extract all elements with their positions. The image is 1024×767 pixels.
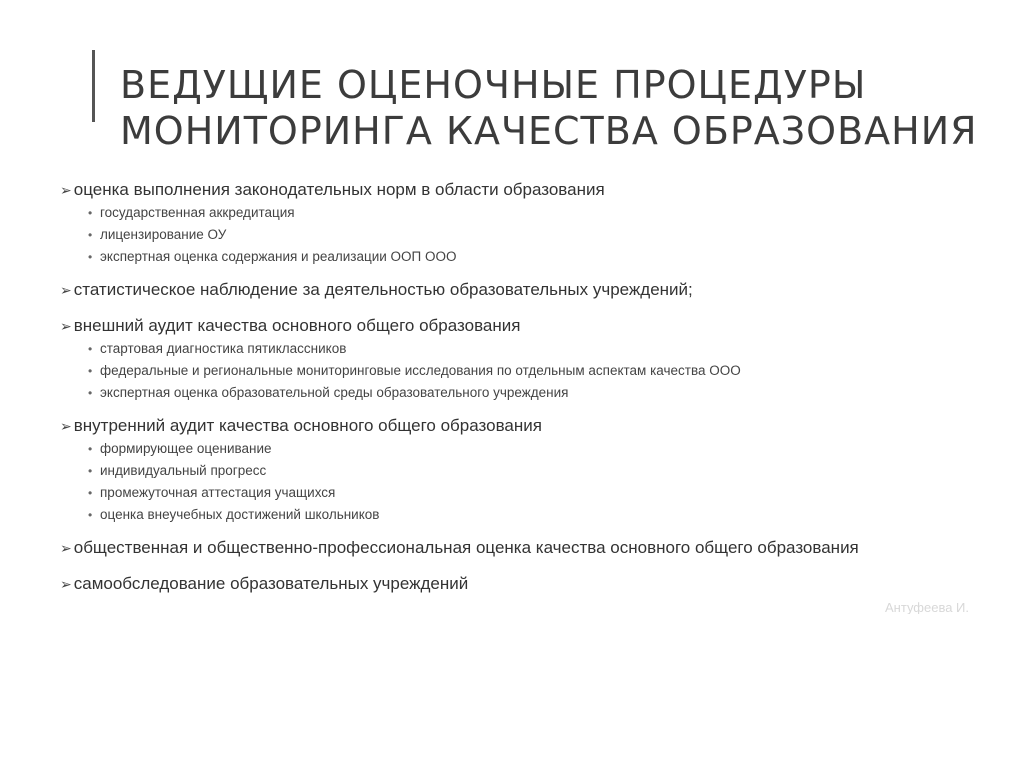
arrow-bullet-icon: ➢	[60, 182, 72, 198]
sub-list-item	[60, 460, 1000, 482]
arrow-bullet-icon: ➢	[60, 318, 72, 334]
list-item-text: оценка выполнения законодательных норм в области образования	[73, 180, 605, 199]
list-item	[60, 414, 1000, 438]
title-accent-bar	[92, 50, 95, 122]
sub-list-item	[60, 202, 1000, 224]
sub-list-item	[60, 504, 1000, 526]
sub-list-item	[60, 246, 1000, 268]
sub-item-text: экспертная оценка образовательной среды образовательного учреждения	[100, 385, 569, 400]
list-item-text: самообследование образовательных учреждений	[73, 574, 469, 593]
sub-item-text: федеральные и региональные мониторинговые исследования по отдельным аспектам качества ООО	[100, 363, 741, 378]
dot-bullet-icon: •	[88, 228, 93, 242]
list-item	[60, 178, 1000, 202]
sub-item-text: индивидуальный прогресс	[100, 463, 267, 478]
author-watermark: Антуфеева И.	[885, 600, 970, 614]
list-item-text: общественная и общественно-профессиональная оценка качества основного общего образования	[73, 538, 859, 557]
sub-list-item	[60, 338, 1000, 360]
sub-list	[60, 202, 1000, 268]
sub-list-item	[60, 224, 1000, 246]
sub-item-text: лицензирование ОУ	[100, 227, 227, 242]
list-item	[60, 536, 1000, 560]
arrow-bullet-icon: ➢	[60, 418, 72, 434]
dot-bullet-icon: •	[88, 464, 93, 478]
sub-item-text: оценка внеучебных достижений школьников	[100, 507, 380, 522]
sub-item-text: экспертная оценка содержания и реализации ООП ООО	[100, 249, 457, 264]
list-item	[60, 278, 1000, 302]
sub-item-text: государственная аккредитация	[100, 205, 295, 220]
bullet-list	[60, 178, 1000, 596]
arrow-bullet-icon: ➢	[60, 540, 72, 556]
title-line-1: ВЕДУЩИЕ ОЦЕНОЧНЫЕ ПРОЦЕДУРЫ	[120, 63, 867, 107]
sub-list	[60, 338, 1000, 404]
sub-item-text: формирующее оценивание	[100, 441, 272, 456]
sub-item-text: промежуточная аттестация учащихся	[100, 485, 336, 500]
arrow-bullet-icon: ➢	[60, 282, 72, 298]
sub-item-text: стартовая диагностика пятиклассников	[100, 341, 347, 356]
sub-list-item	[60, 438, 1000, 460]
list-item-text: внутренний аудит качества основного общего образования	[73, 416, 542, 435]
arrow-bullet-icon: ➢	[60, 576, 72, 592]
sub-list-item	[60, 482, 1000, 504]
title-line-2: МОНИТОРИНГА КАЧЕСТВА ОБРАЗОВАНИЯ	[120, 109, 978, 153]
dot-bullet-icon: •	[88, 206, 93, 220]
dot-bullet-icon: •	[88, 386, 93, 400]
list-item-text: статистическое наблюдение за деятельностью образовательных учреждений;	[73, 280, 693, 299]
list-item	[60, 314, 1000, 338]
slide-title	[120, 62, 1010, 154]
dot-bullet-icon: •	[88, 486, 93, 500]
dot-bullet-icon: •	[88, 364, 93, 378]
dot-bullet-icon: •	[88, 442, 93, 456]
dot-bullet-icon: •	[88, 250, 93, 264]
dot-bullet-icon: •	[88, 508, 93, 522]
list-item	[60, 572, 1000, 596]
sub-list-item	[60, 360, 1000, 382]
dot-bullet-icon: •	[88, 342, 93, 356]
sub-list	[60, 438, 1000, 526]
sub-list-item	[60, 382, 1000, 404]
list-item-text: внешний аудит качества основного общего образования	[73, 316, 521, 335]
